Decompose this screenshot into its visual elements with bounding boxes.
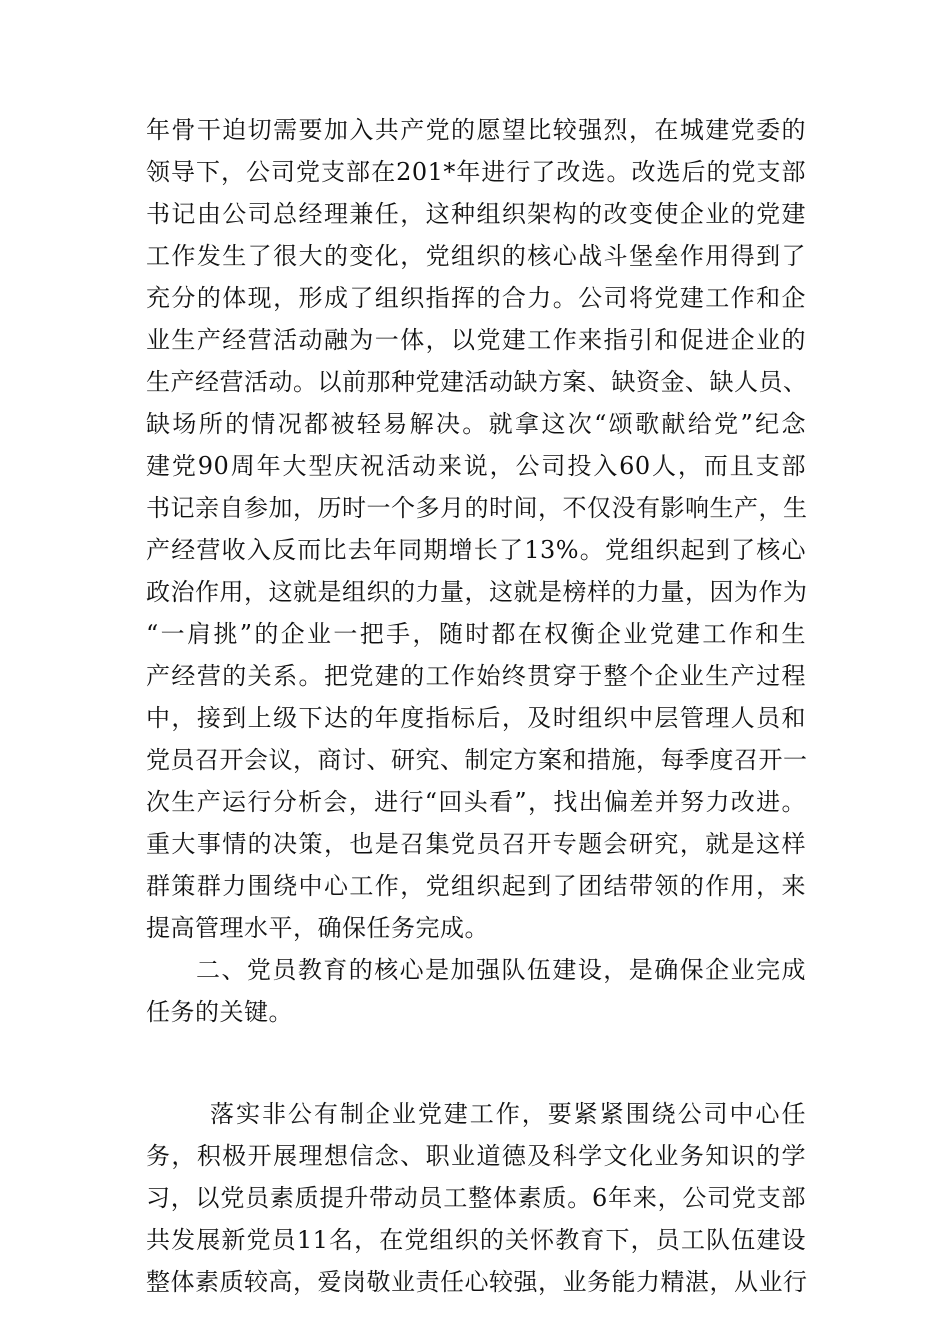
text-line: 提高管理水平，确保任务完成。 (146, 914, 489, 942)
section-heading-line: 任务的关键。 (146, 998, 293, 1026)
text-line: 落实非公有制企业党建工作，要紧紧围绕公司中心任 (210, 1100, 806, 1128)
text-line: 中，接到上级下达的年度指标后，及时组织中层管理人员和 (146, 704, 806, 732)
text-line: 重大事情的决策，也是召集党员召开专题会研究，就是这样 (146, 830, 806, 858)
text-line: 整体素质较高，爱岗敬业责任心较强，业务能力精湛，从业行 (146, 1268, 808, 1296)
text-line: 务，积极开展理想信念、职业道德及科学文化业务知识的学 (146, 1142, 806, 1170)
text-line: 建党90周年大型庆祝活动来说，公司投入60人，而且支部 (146, 452, 806, 480)
text-line: 充分的体现，形成了组织指挥的合力。公司将党建工作和企 (146, 284, 806, 312)
text-line: 产经营收入反而比去年同期增长了13%。党组织起到了核心 (146, 536, 806, 564)
text-line: 次生产运行分析会，进行“回头看”，找出偏差并努力改进。 (146, 788, 806, 816)
text-line: 书记亲自参加，历时一个多月的时间，不仅没有影响生产，生 (146, 494, 808, 522)
text-line: 领导下，公司党支部在201*年进行了改选。改选后的党支部 (146, 158, 806, 186)
text-line: 年骨干迫切需要加入共产党的愿望比较强烈，在城建党委的 (146, 116, 806, 144)
text-line: 书记由公司总经理兼任，这种组织架构的改变使企业的党建 (146, 200, 806, 228)
text-line: “一肩挑”的企业一把手，随时都在权衡企业党建工作和生 (146, 620, 806, 648)
section-heading-line: 二、党员教育的核心是加强队伍建设，是确保企业完成 (196, 956, 806, 984)
text-line: 缺场所的情况都被轻易解决。就拿这次“颂歌献给党”纪念 (146, 410, 806, 438)
text-line: 生产经营活动。以前那种党建活动缺方案、缺资金、缺人员、 (146, 368, 808, 396)
text-line: 群策群力围绕中心工作，党组织起到了团结带领的作用，来 (146, 872, 806, 900)
text-line: 业生产经营活动融为一体，以党建工作来指引和促进企业的 (146, 326, 806, 354)
text-line: 产经营的关系。把党建的工作始终贯穿于整个企业生产过程 (146, 662, 806, 690)
text-line: 政治作用，这就是组织的力量，这就是榜样的力量，因为作为 (146, 578, 808, 606)
text-line: 工作发生了很大的变化，党组织的核心战斗堡垒作用得到了 (146, 242, 806, 270)
text-line: 共发展新党员11名，在党组织的关怀教育下，员工队伍建设 (146, 1226, 806, 1254)
text-line: 习，以党员素质提升带动员工整体素质。6年来，公司党支部 (146, 1184, 806, 1212)
text-line: 党员召开会议，商讨、研究、制定方案和措施，每季度召开一 (146, 746, 808, 774)
